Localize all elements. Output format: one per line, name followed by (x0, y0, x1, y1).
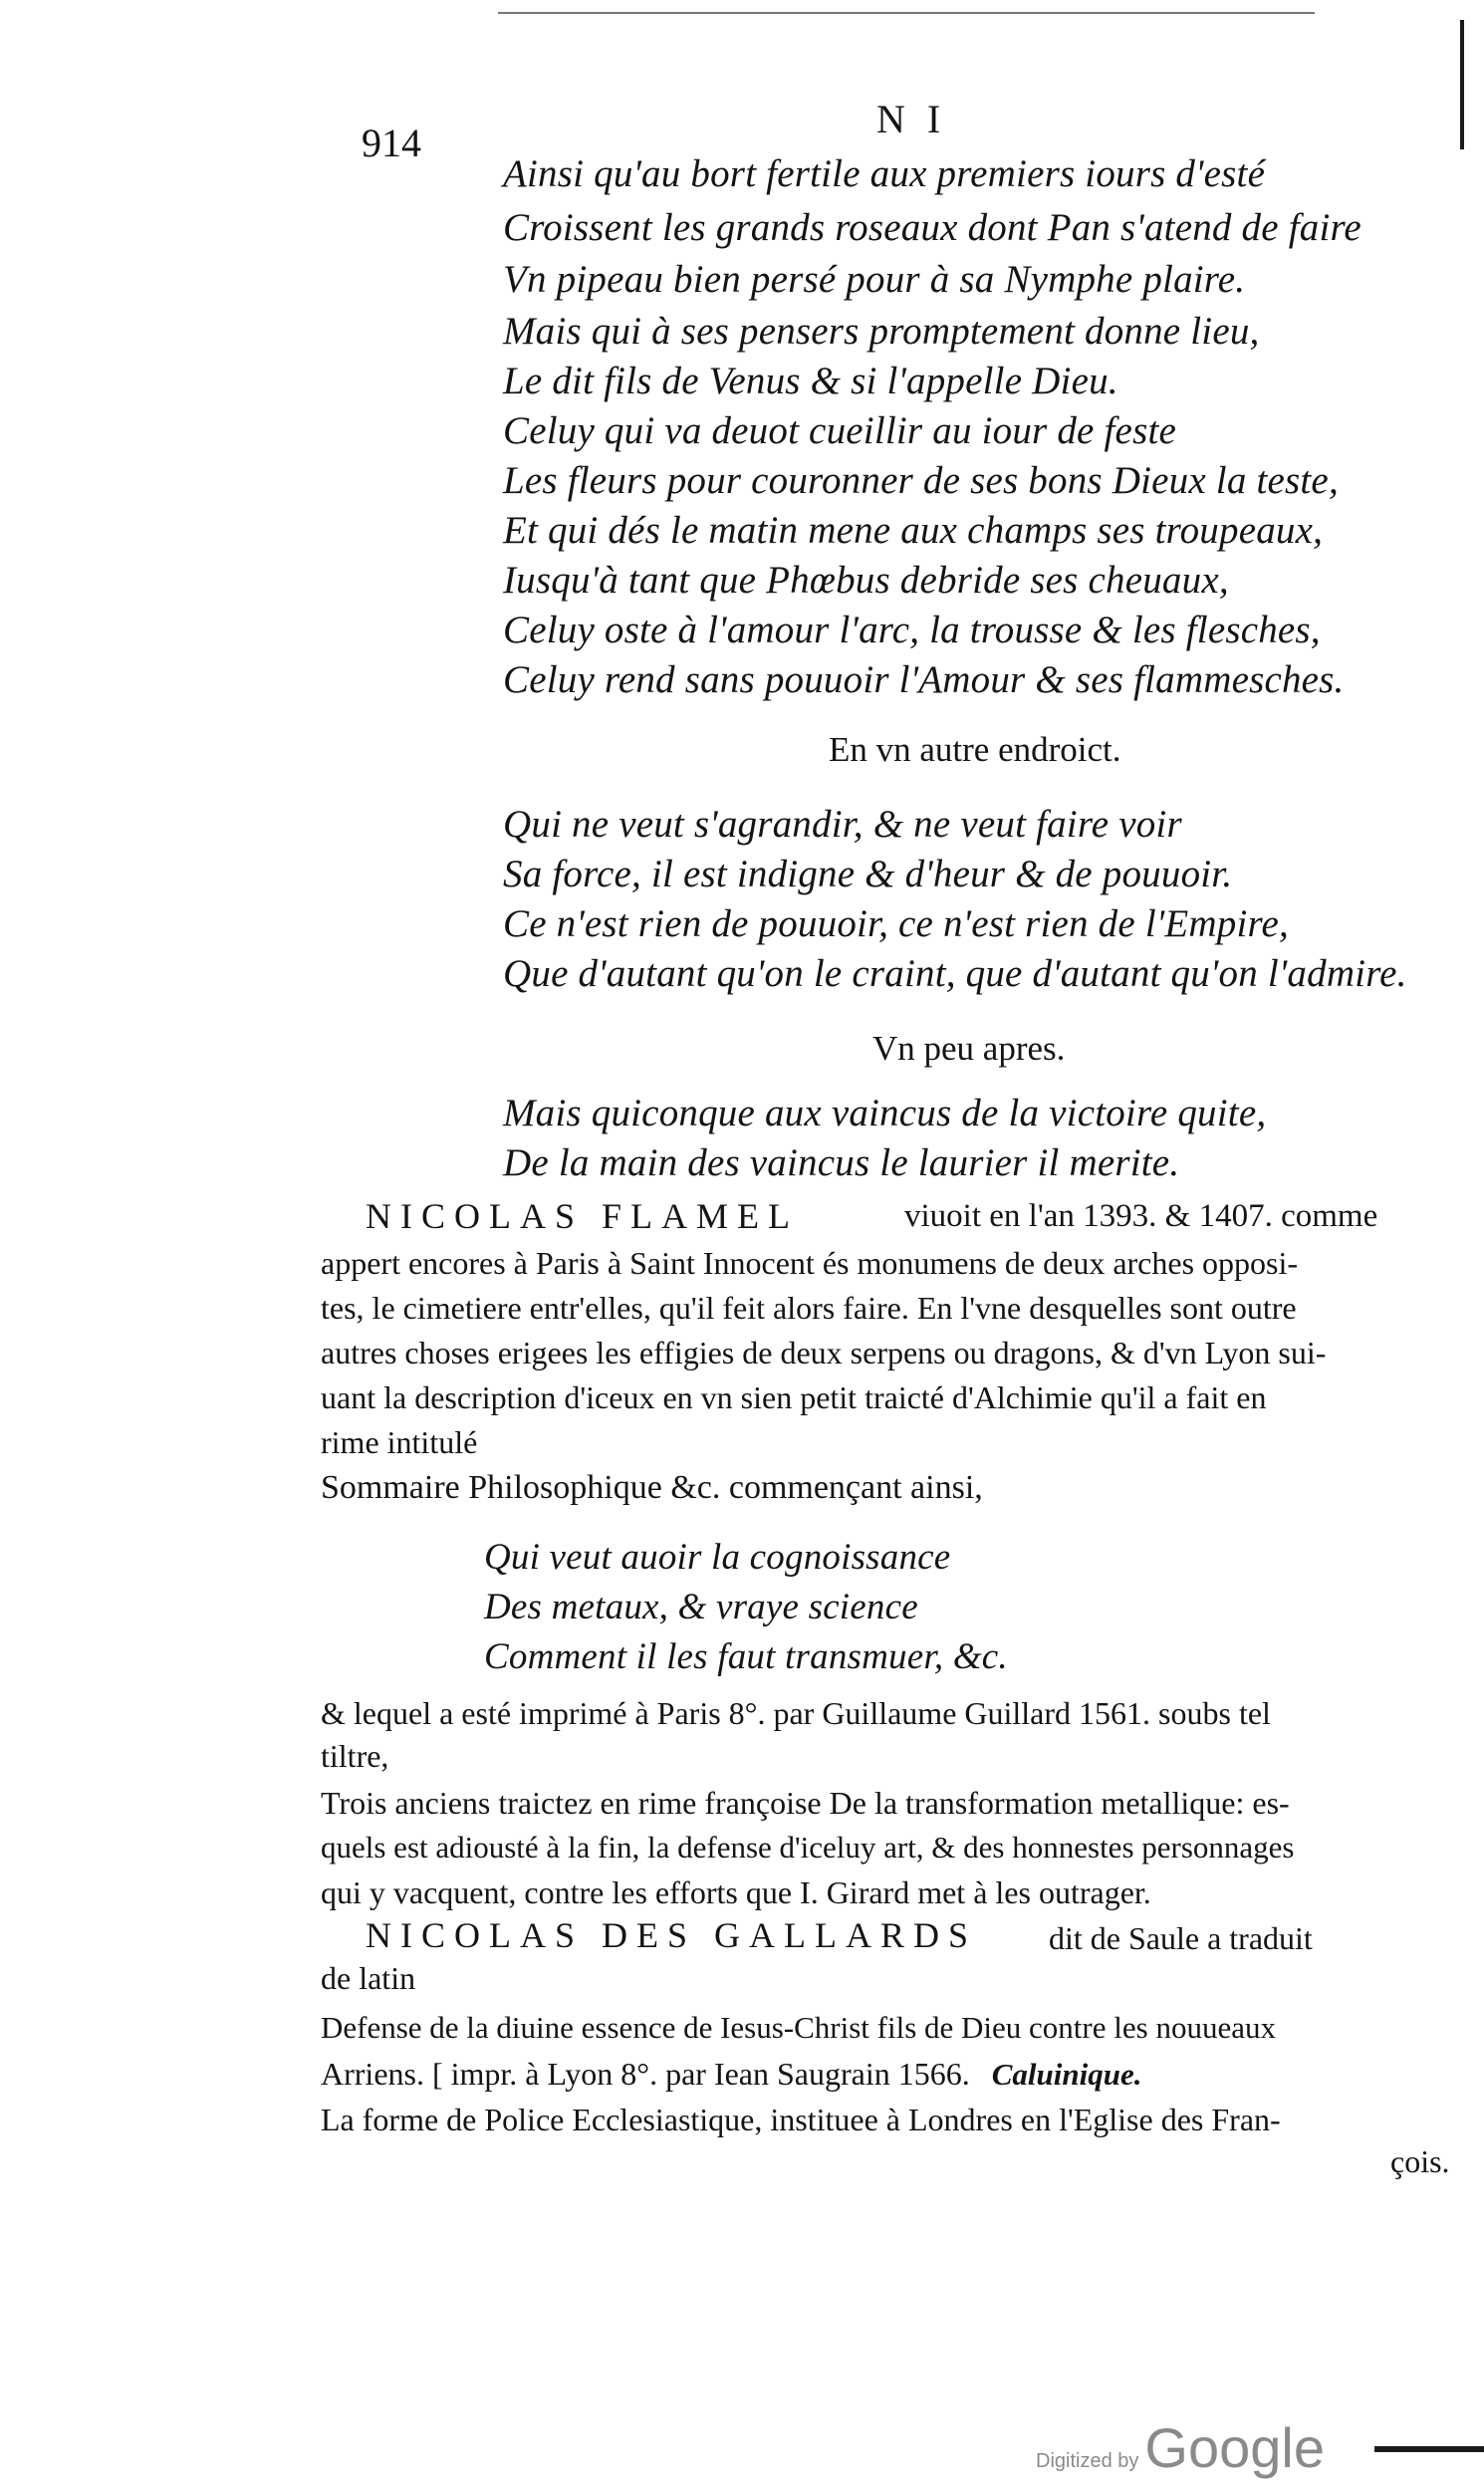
verse-line: Et qui dés le matin mene aux champs ses troupeaux, (503, 509, 1324, 552)
google-digitized-watermark (1036, 2415, 1325, 2480)
verse-line: Comment il les faut transmuer, &c. (484, 1636, 1008, 1677)
verse-line: Qui ne veut s'agrandir, & ne veut faire voir (503, 803, 1182, 846)
entry-text-line: çois. (1390, 2143, 1450, 2179)
entry-text-line: qui y vacquent, contre les efforts que I. Girard met à les outrager. (321, 1874, 1151, 1910)
entry-text-line: dit de Saule a traduit (1049, 1920, 1313, 1956)
entry-text-line: Trois anciens traictez en rime françoise De la transformation metallique: es- (321, 1785, 1290, 1821)
verse-line: De la main des vaincus le laurier il merite. (503, 1141, 1180, 1184)
verse-line: Mais qui à ses pensers promptement donne lieu, (503, 310, 1260, 353)
section-subheading: Vn peu apres. (872, 1029, 1066, 1068)
entry-text-line: Sommaire Philosophique &c. commençant ainsi, (321, 1469, 983, 1506)
page-edge-shadow-right (1460, 20, 1464, 149)
section-subheading: En vn autre endroict. (829, 730, 1121, 769)
verse-line: Des metaux, & vraye science (484, 1587, 918, 1627)
imprint-text: Arriens. [ impr. à Lyon 8°. par Iean Saugrain 1566. (321, 2056, 970, 2092)
verse-line: Celuy oste à l'amour l'arc, la trousse & les flesches, (503, 609, 1321, 651)
verse-line: Celuy rend sans pouuoir l'Amour & ses flammesches. (503, 658, 1345, 701)
verse-line: Vn pipeau bien persé pour à sa Nymphe plaire. (503, 258, 1246, 301)
verse-line: Iusqu'à tant que Phœbus debride ses cheuaux, (503, 559, 1229, 602)
top-edge-rule (498, 12, 1315, 14)
entry-heading: NICOLAS FLAMEL (366, 1196, 800, 1236)
verse-line: Que d'autant qu'on le craint, que d'autant qu'on l'admire. (503, 952, 1407, 995)
entry-text-line: Defense de la diuine essence de Iesus-Christ fils de Dieu contre les nouueaux (321, 2010, 1276, 2045)
verse-line: Ce n'est rien de pouuoir, ce n'est rien de l'Empire, (503, 902, 1289, 945)
digitized-by-label: Digitized by (1036, 2450, 1139, 2472)
page-edge-shadow-bottom (1374, 2446, 1484, 2452)
google-logo: Google (1144, 2416, 1325, 2479)
entry-text-line: de latin (321, 1960, 416, 1996)
running-head: N I (876, 97, 947, 141)
verse-line: Celuy qui va deuot cueillir au iour de feste (503, 409, 1176, 452)
entry-text-line: La forme de Police Ecclesiastique, instituee à Londres en l'Eglise des Fran- (321, 2102, 1281, 2137)
entry-text-line: rime intitulé (321, 1424, 478, 1460)
entry-text-line: tiltre, (321, 1738, 389, 1774)
entry-text-line: tes, le cimetiere entr'elles, qu'il feit alors faire. En l'vne desquelles sont outre (321, 1290, 1297, 1326)
verse-line: Mais quiconque aux vaincus de la victoire quite, (503, 1092, 1267, 1134)
entry-text-line: & lequel a esté imprimé à Paris 8°. par Guillaume Guillard 1561. soubs tel (321, 1695, 1271, 1731)
verse-line: Sa force, il est indigne & d'heur & de pouuoir. (503, 853, 1233, 895)
verse-line: Qui veut auoir la cognoissance (484, 1537, 951, 1578)
entry-text-line: uant la description d'iceux en vn sien petit traicté d'Alchimie qu'il a fait en (321, 1379, 1267, 1415)
entry-heading: NICOLAS DES GALLARDS (366, 1915, 978, 1955)
entry-text-line: viuoit en l'an 1393. & 1407. comme (904, 1198, 1378, 1234)
entry-text-line: quels est adiousté à la fin, la defense d'iceluy art, & des honnestes personnages (321, 1830, 1295, 1865)
entry-text-line: appert encores à Paris à Saint Innocent és monumens de deux arches opposi- (321, 1245, 1299, 1281)
entry-text-line: autres choses erigees les effigies de deux serpens ou dragons, & d'vn Lyon sui- (321, 1335, 1327, 1370)
verse-line: Croissent les grands roseaux dont Pan s'atend de faire (503, 206, 1361, 249)
verse-line: Le dit fils de Venus & si l'appelle Dieu. (503, 360, 1118, 402)
entry-imprint-line (321, 2056, 1142, 2093)
verse-line: Ainsi qu'au bort fertile aux premiers iours d'esté (503, 152, 1266, 195)
imprint-tag: Caluinique. (991, 2057, 1142, 2092)
verse-line: Les fleurs pour couronner de ses bons Dieux la teste, (503, 459, 1339, 502)
page-number: 914 (362, 121, 421, 165)
